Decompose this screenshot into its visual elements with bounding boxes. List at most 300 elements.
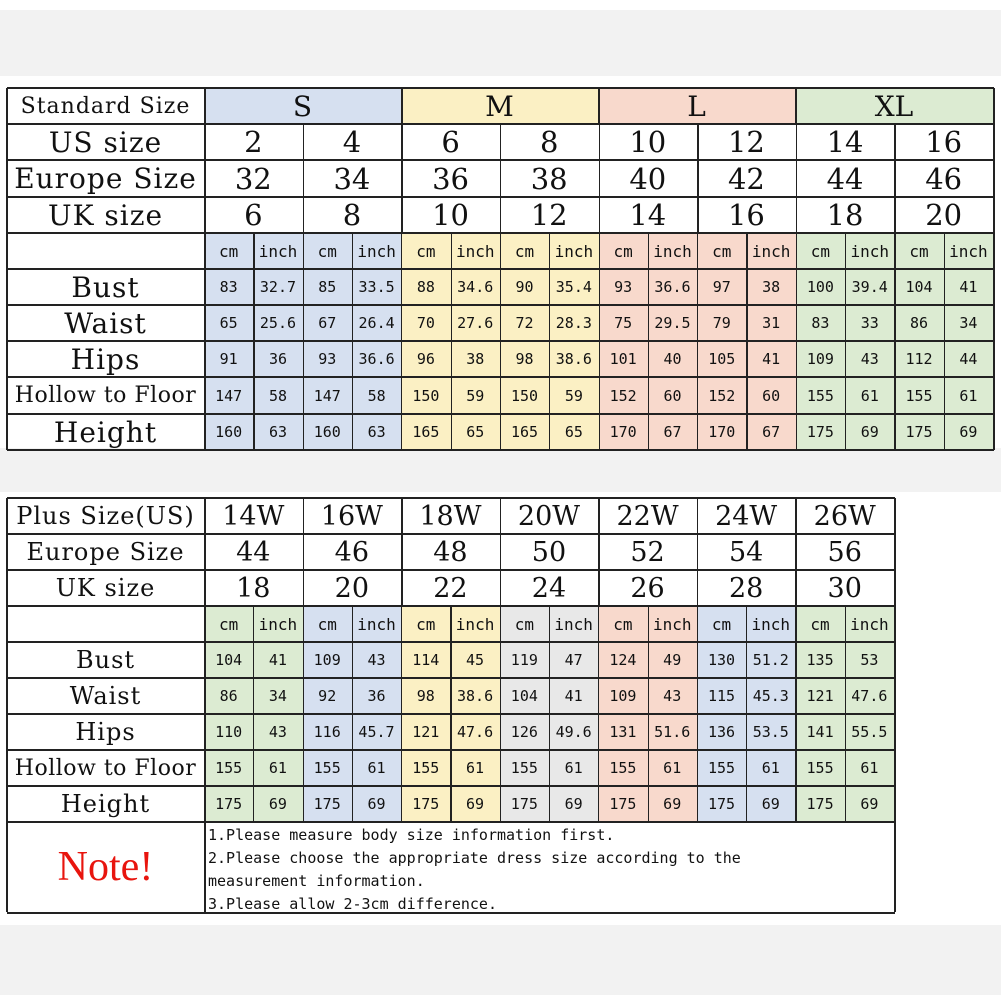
plus-size-value: 52 <box>630 536 665 568</box>
measure-value: 150 <box>401 377 450 414</box>
measure-value: 51.2 <box>746 642 795 678</box>
measure-value: 43 <box>352 642 401 678</box>
measure-value: 175 <box>796 414 845 450</box>
plus-size-value: 18W <box>419 500 482 532</box>
grid-line <box>303 606 304 822</box>
note-title: Note! <box>57 844 154 890</box>
measure-value: 121 <box>401 714 450 750</box>
size-value: 34 <box>333 161 371 196</box>
plus-size-value: 30 <box>827 572 862 604</box>
measure-value: 65 <box>451 414 500 450</box>
measure-value: 121 <box>795 678 844 714</box>
grid-line <box>598 606 599 822</box>
measure-value: 150 <box>500 377 549 414</box>
measure-value: 38.6 <box>549 341 598 377</box>
grid-line <box>204 498 206 822</box>
measure-value: 61 <box>746 750 795 786</box>
size-value: 8 <box>342 198 362 232</box>
unit-header: cm <box>303 606 352 642</box>
measure-value: 98 <box>500 341 549 377</box>
measure-value: 36 <box>352 678 401 714</box>
unit-header: inch <box>549 233 598 269</box>
unit-header: inch <box>845 606 894 642</box>
grid-line <box>795 88 797 124</box>
note-line: 3.Please allow 2-3cm difference. <box>208 895 497 913</box>
unit-header: inch <box>352 233 401 269</box>
unit-header: cm <box>697 606 746 642</box>
bottom-gray-band <box>0 925 1001 995</box>
measure-value: 93 <box>599 269 648 305</box>
measure-value: 175 <box>303 786 352 822</box>
measure-value: 67 <box>648 414 697 450</box>
measure-value: 83 <box>796 305 845 341</box>
measure-value: 147 <box>204 377 253 414</box>
plus-size-value: 22 <box>433 572 468 604</box>
measure-value: 61 <box>845 377 894 414</box>
measure-value: 61 <box>352 750 401 786</box>
measure-value: 101 <box>599 341 648 377</box>
measure-value: 58 <box>253 377 302 414</box>
plus-size-value: 50 <box>531 536 567 568</box>
unit-header: inch <box>648 233 697 269</box>
measure-value: 85 <box>303 269 352 305</box>
grid-line <box>6 88 8 450</box>
row-label: US size <box>48 125 163 159</box>
plus-size-value: 24W <box>715 500 778 532</box>
measure-value: 35.4 <box>549 269 598 305</box>
unit-header: inch <box>352 606 401 642</box>
measure-value: 155 <box>598 750 647 786</box>
measure-label: Bust <box>75 646 136 674</box>
unit-header: cm <box>894 233 943 269</box>
grid-line <box>894 498 896 822</box>
measure-value: 70 <box>401 305 450 341</box>
grid-line <box>993 88 995 450</box>
measure-value: 86 <box>894 305 943 341</box>
measure-value: 45.7 <box>352 714 401 750</box>
standard-size-header: Standard Size <box>20 93 191 119</box>
plus-size-value: 26W <box>813 500 876 532</box>
unit-header: cm <box>598 606 647 642</box>
measure-value: 45.3 <box>746 678 795 714</box>
measure-value: 43 <box>648 678 697 714</box>
grid-line <box>549 606 550 822</box>
unit-header: cm <box>500 233 549 269</box>
size-value: 10 <box>432 198 470 232</box>
measure-value: 131 <box>598 714 647 750</box>
grid-line <box>845 606 846 822</box>
grid-line <box>648 606 649 822</box>
size-value: 18 <box>826 198 864 232</box>
note-line: measurement information. <box>208 872 425 890</box>
size-value: 42 <box>727 161 765 196</box>
measure-value: 141 <box>795 714 844 750</box>
grid-line <box>253 233 254 450</box>
measure-value: 175 <box>795 786 844 822</box>
measure-value: 63 <box>352 414 401 450</box>
measure-value: 104 <box>500 678 549 714</box>
unit-header: inch <box>450 606 499 642</box>
measure-value: 67 <box>303 305 352 341</box>
measure-label: Bust <box>71 270 140 304</box>
size-value: 12 <box>530 198 568 232</box>
measure-value: 28.3 <box>549 305 598 341</box>
grid-line <box>746 233 747 450</box>
measure-label: Waist <box>69 682 142 710</box>
plus-size-value: 20 <box>334 572 370 604</box>
measure-value: 63 <box>253 414 302 450</box>
grid-line <box>599 124 601 233</box>
measure-value: 155 <box>795 750 844 786</box>
measure-value: 86 <box>204 678 253 714</box>
measure-value: 152 <box>599 377 648 414</box>
measure-value: 39.4 <box>845 269 894 305</box>
measure-value: 147 <box>303 377 352 414</box>
measure-value: 98 <box>401 678 450 714</box>
grid-line <box>796 124 798 233</box>
size-value: 16 <box>925 125 963 159</box>
plus-row-label: UK size <box>55 574 156 602</box>
grid-line <box>253 606 254 822</box>
measure-value: 38 <box>451 341 500 377</box>
grid-line <box>450 606 451 822</box>
measure-value: 90 <box>500 269 549 305</box>
measure-value: 155 <box>204 750 253 786</box>
measure-value: 130 <box>697 642 746 678</box>
size-group-L: L <box>598 88 795 124</box>
size-value: 14 <box>826 125 864 159</box>
measure-label: Height <box>53 415 158 449</box>
measure-value: 44 <box>944 341 993 377</box>
plus-size-value: 24 <box>531 572 567 604</box>
measure-value: 41 <box>253 642 302 678</box>
measure-value: 69 <box>253 786 302 822</box>
grid-line <box>6 822 8 912</box>
size-value: 10 <box>629 125 667 159</box>
measure-value: 45 <box>450 642 499 678</box>
measure-value: 100 <box>796 269 845 305</box>
measure-value: 104 <box>204 642 253 678</box>
measure-value: 59 <box>451 377 500 414</box>
grid-line <box>697 606 698 822</box>
plus-size-value: 56 <box>827 536 862 568</box>
unit-header: inch <box>648 606 697 642</box>
measure-label: Hollow to Floor <box>14 755 197 781</box>
size-group-S: S <box>204 88 401 124</box>
measure-value: 61 <box>648 750 697 786</box>
grid-line <box>894 233 895 450</box>
measure-value: 124 <box>598 642 647 678</box>
size-value: 16 <box>727 198 765 232</box>
measure-value: 136 <box>697 714 746 750</box>
measure-value: 58 <box>352 377 401 414</box>
measure-value: 92 <box>303 678 352 714</box>
measure-value: 119 <box>500 642 549 678</box>
grid-line <box>697 498 699 606</box>
measure-value: 160 <box>303 414 352 450</box>
unit-header: cm <box>697 233 746 269</box>
measure-value: 155 <box>894 377 943 414</box>
measure-value: 175 <box>697 786 746 822</box>
unit-header: cm <box>500 606 549 642</box>
row-label: UK size <box>47 198 164 232</box>
measure-value: 61 <box>253 750 302 786</box>
unit-header: cm <box>401 233 450 269</box>
measure-value: 105 <box>697 341 746 377</box>
unit-header: inch <box>944 233 993 269</box>
measure-value: 91 <box>204 341 253 377</box>
measure-value: 38 <box>746 269 795 305</box>
measure-value: 175 <box>500 786 549 822</box>
grid-line <box>401 124 403 233</box>
measure-value: 69 <box>845 786 894 822</box>
grid-line <box>894 822 896 912</box>
plus-size-value: 16W <box>320 500 383 532</box>
measure-value: 69 <box>746 786 795 822</box>
measure-value: 36.6 <box>648 269 697 305</box>
grid-line <box>845 233 846 450</box>
unit-header: cm <box>401 606 450 642</box>
measure-value: 43 <box>845 341 894 377</box>
measure-value: 47.6 <box>845 678 894 714</box>
measure-value: 67 <box>746 414 795 450</box>
size-value: 6 <box>441 125 460 159</box>
grid-line <box>746 606 747 822</box>
measure-value: 109 <box>303 642 352 678</box>
measure-value: 59 <box>549 377 598 414</box>
measure-value: 170 <box>599 414 648 450</box>
grid-line <box>401 606 402 822</box>
measure-value: 36 <box>253 341 302 377</box>
measure-value: 29.5 <box>648 305 697 341</box>
measure-label: Hollow to Floor <box>14 383 197 408</box>
grid-line <box>7 87 994 89</box>
grid-line <box>401 498 403 606</box>
measure-value: 25.6 <box>253 305 302 341</box>
measure-value: 65 <box>549 414 598 450</box>
measure-value: 88 <box>401 269 450 305</box>
measure-value: 36.6 <box>352 341 401 377</box>
measure-value: 155 <box>500 750 549 786</box>
measure-value: 31 <box>746 305 795 341</box>
size-value: 36 <box>432 161 470 196</box>
plus-size-value: 22W <box>616 500 679 532</box>
measure-value: 61 <box>450 750 499 786</box>
measure-value: 34 <box>944 305 993 341</box>
unit-header: cm <box>599 233 648 269</box>
grid-line <box>697 233 698 450</box>
measure-value: 116 <box>303 714 352 750</box>
measure-value: 97 <box>697 269 746 305</box>
unit-header: cm <box>795 606 844 642</box>
grid-line <box>500 606 501 822</box>
grid-line <box>204 88 206 450</box>
measure-value: 60 <box>746 377 795 414</box>
grid-line <box>401 88 403 124</box>
size-value: 20 <box>925 198 963 232</box>
size-group-M: M <box>401 88 598 124</box>
plus-size-value: 26 <box>630 572 665 604</box>
measure-value: 69 <box>845 414 894 450</box>
plus-size-value: 48 <box>433 536 468 568</box>
plus-size-value: 18 <box>236 572 271 604</box>
measure-value: 49 <box>648 642 697 678</box>
size-value: 32 <box>234 161 272 196</box>
measure-value: 55.5 <box>845 714 894 750</box>
measure-value: 69 <box>648 786 697 822</box>
measure-value: 47 <box>549 642 598 678</box>
unit-header: cm <box>204 606 253 642</box>
measure-value: 33 <box>845 305 894 341</box>
measure-value: 51.6 <box>648 714 697 750</box>
measure-value: 112 <box>894 341 943 377</box>
measure-value: 65 <box>204 305 253 341</box>
measure-value: 165 <box>500 414 549 450</box>
measure-value: 72 <box>500 305 549 341</box>
grid-line <box>796 233 797 450</box>
measure-label: Waist <box>64 306 147 340</box>
measure-value: 69 <box>450 786 499 822</box>
note-line: 2.Please choose the appropriate dress size according to the <box>208 849 741 867</box>
unit-label-blank <box>7 606 204 642</box>
plus-size-value: 46 <box>334 536 370 568</box>
unit-header: cm <box>796 233 845 269</box>
grid-line <box>303 498 305 606</box>
middle-gray-band <box>0 448 1001 492</box>
measure-label: Hips <box>70 342 141 376</box>
measure-value: 165 <box>401 414 450 450</box>
plus-size-value: 20W <box>517 500 581 532</box>
grid-line <box>6 498 8 822</box>
measure-value: 53 <box>845 642 894 678</box>
size-value: 40 <box>629 161 667 196</box>
measure-value: 114 <box>401 642 450 678</box>
unit-header: cm <box>303 233 352 269</box>
grid-line <box>401 233 402 450</box>
grid-line <box>7 569 895 571</box>
measure-value: 79 <box>697 305 746 341</box>
unit-header: inch <box>451 233 500 269</box>
measure-value: 96 <box>401 341 450 377</box>
size-value: 2 <box>244 125 263 159</box>
note-line: 1.Please measure body size information first. <box>208 826 615 844</box>
measure-label: Hips <box>75 718 136 746</box>
measure-value: 69 <box>549 786 598 822</box>
measure-value: 160 <box>204 414 253 450</box>
grid-line <box>204 822 206 912</box>
measure-value: 110 <box>204 714 253 750</box>
measure-value: 155 <box>796 377 845 414</box>
measure-value: 41 <box>746 341 795 377</box>
size-value: 12 <box>727 125 765 159</box>
grid-line <box>7 497 895 499</box>
measure-value: 155 <box>697 750 746 786</box>
size-value: 46 <box>925 161 963 196</box>
unit-header: inch <box>549 606 598 642</box>
plus-size-value: 28 <box>728 572 764 604</box>
grid-line <box>7 533 895 535</box>
measure-value: 175 <box>894 414 943 450</box>
measure-value: 175 <box>204 786 253 822</box>
grid-line <box>598 88 600 124</box>
grid-line <box>795 498 797 606</box>
measure-value: 104 <box>894 269 943 305</box>
measure-value: 69 <box>944 414 993 450</box>
measure-value: 47.6 <box>450 714 499 750</box>
grid-line <box>303 124 305 233</box>
size-group-XL: XL <box>795 88 993 124</box>
plus-size-value: 44 <box>236 536 271 568</box>
measure-value: 135 <box>795 642 844 678</box>
grid-line <box>500 233 501 450</box>
measure-value: 41 <box>944 269 993 305</box>
measure-label: Height <box>60 790 151 818</box>
plus-row-label: Plus Size(US) <box>16 502 195 530</box>
measure-value: 109 <box>796 341 845 377</box>
unit-label-blank <box>7 233 204 269</box>
measure-value: 34 <box>253 678 302 714</box>
measure-value: 175 <box>598 786 647 822</box>
measure-value: 32.7 <box>253 269 302 305</box>
measure-value: 109 <box>598 678 647 714</box>
plus-row-label: Europe Size <box>26 538 185 566</box>
measure-value: 83 <box>204 269 253 305</box>
measure-value: 27.6 <box>451 305 500 341</box>
grid-line <box>598 498 600 606</box>
unit-header: inch <box>746 606 795 642</box>
unit-header: cm <box>204 233 253 269</box>
measure-value: 155 <box>303 750 352 786</box>
measure-value: 69 <box>352 786 401 822</box>
size-value: 14 <box>629 198 667 232</box>
grid-line <box>500 124 502 233</box>
grid-line <box>894 124 896 233</box>
measure-value: 26.4 <box>352 305 401 341</box>
measure-value: 152 <box>697 377 746 414</box>
unit-header: inch <box>845 233 894 269</box>
grid-line <box>451 233 452 450</box>
grid-line <box>648 233 649 450</box>
measure-value: 34.6 <box>451 269 500 305</box>
measure-value: 43 <box>253 714 302 750</box>
unit-header: inch <box>746 233 795 269</box>
grid-line <box>352 233 353 450</box>
size-value: 38 <box>530 161 568 196</box>
measure-value: 60 <box>648 377 697 414</box>
size-value: 6 <box>244 198 263 232</box>
row-label: Europe Size <box>14 162 197 195</box>
measure-value: 49.6 <box>549 714 598 750</box>
measure-value: 53.5 <box>746 714 795 750</box>
measure-value: 115 <box>697 678 746 714</box>
measure-value: 175 <box>401 786 450 822</box>
measure-value: 33.5 <box>352 269 401 305</box>
grid-line <box>944 233 945 450</box>
measure-value: 61 <box>944 377 993 414</box>
plus-size-value: 54 <box>728 536 764 568</box>
grid-line <box>549 233 550 450</box>
grid-line <box>795 606 796 822</box>
top-gray-band <box>0 10 1001 76</box>
measure-value: 126 <box>500 714 549 750</box>
measure-value: 93 <box>303 341 352 377</box>
grid-line <box>500 498 502 606</box>
grid-line <box>697 124 699 233</box>
measure-value: 155 <box>401 750 450 786</box>
plus-size-value: 14W <box>222 500 285 532</box>
measure-value: 61 <box>549 750 598 786</box>
measure-value: 40 <box>648 341 697 377</box>
